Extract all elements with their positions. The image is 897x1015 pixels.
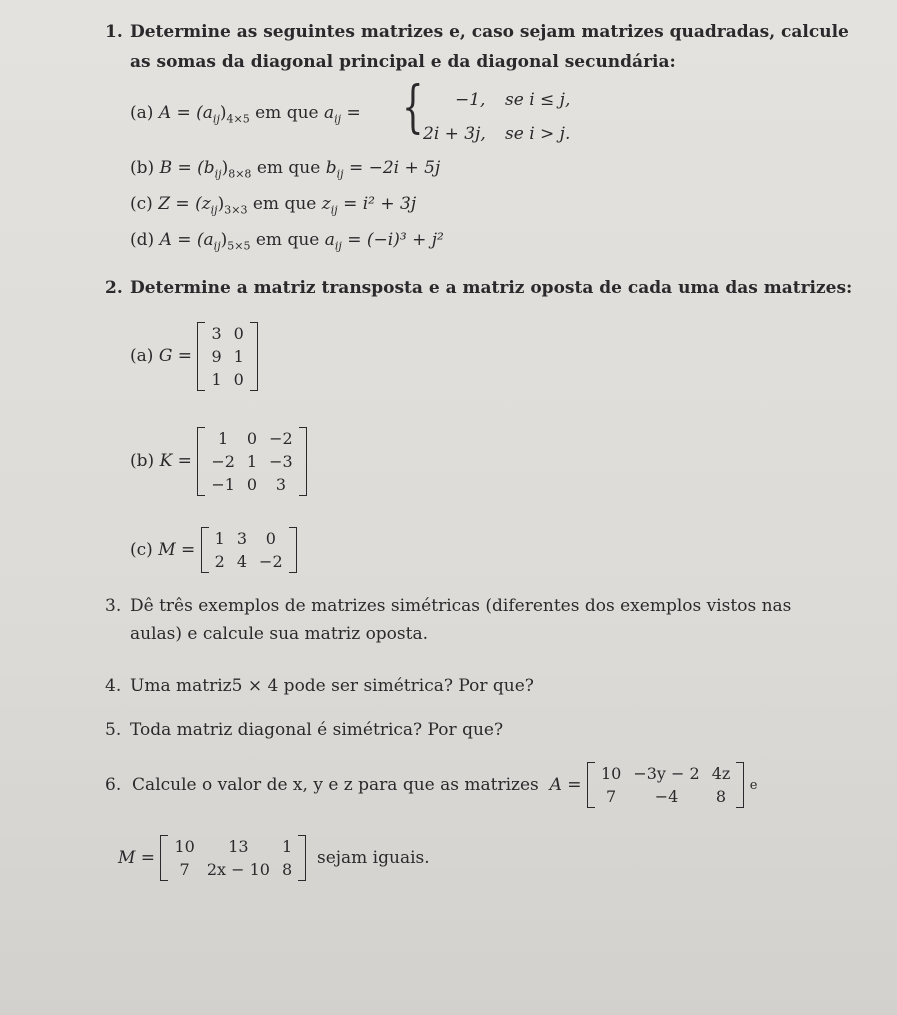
q2a-item xyxy=(130,310,258,402)
matrix-cell: 4z xyxy=(711,764,731,783)
q1a-em: em que xyxy=(255,103,319,123)
q2a-name: G = xyxy=(158,346,193,366)
q1b-dims: 8×8 xyxy=(228,167,252,181)
matrix-cell: −1 xyxy=(211,474,235,494)
q1a-dims: 4×5 xyxy=(226,112,250,126)
matrix-cell: 0 xyxy=(246,474,258,494)
matrix-cell: 1 xyxy=(233,346,244,366)
q1a-label: (a) xyxy=(130,103,154,123)
matrix-cell: 0 xyxy=(246,428,258,448)
matrix-M6 xyxy=(160,835,306,881)
matrix-row xyxy=(168,858,298,881)
matrix-cell: 3 xyxy=(236,529,248,548)
q3-line2: aulas) e calcule sua matriz oposta. xyxy=(130,624,429,644)
q1d-matrix: A = (a xyxy=(159,230,214,250)
q6-number: 6. xyxy=(105,775,122,795)
q3-line1: Dê três exemplos de matrizes simétricas (diferentes dos exemplos vistos nas xyxy=(130,596,792,616)
matrix-cell: 0 xyxy=(233,323,244,343)
q1b-item: (b) $B = (b_{ij})_{8\times 8}$ em que $b_{ij} = -2i + 5j$ xyxy=(130,158,441,181)
matrix-cell: 9 xyxy=(211,346,222,366)
q1-number: 1. xyxy=(105,22,123,42)
q1a-brace: { xyxy=(402,75,424,140)
matrix-cell: 3 xyxy=(211,323,222,343)
q2c-name: M = xyxy=(158,540,196,560)
matrix-cell: 3 xyxy=(275,474,286,494)
matrix-cell: 1 xyxy=(211,369,222,389)
q6-row2 xyxy=(118,826,430,890)
q1b-label: (b) xyxy=(130,158,155,178)
matrix-row xyxy=(205,450,298,473)
q1a-case1-val: −1, xyxy=(455,90,486,110)
q5-text: Toda matriz diagonal é simétrica? Por que? xyxy=(130,720,504,740)
matrix-row xyxy=(205,322,249,345)
q6-text: Calcule o valor de x, y e z para que as matrizes xyxy=(132,775,539,795)
matrix-cell: 7 xyxy=(606,787,617,806)
q1a-matrix: A = (a xyxy=(158,103,213,123)
q1c-dims: 3×3 xyxy=(224,203,248,217)
matrix-cell: −3 xyxy=(269,451,293,471)
q2b-name: K = xyxy=(159,451,192,471)
q1a-case1-cond: se i ≤ j, xyxy=(505,90,571,110)
q1c-expr: = i² + 3j xyxy=(343,194,417,214)
q1d-em: em que xyxy=(255,230,320,250)
matrix-cell: 1 xyxy=(246,451,258,471)
q2c-item xyxy=(130,518,297,582)
q2a-label: (a) xyxy=(130,346,154,366)
matrix-row xyxy=(205,368,249,391)
q4-text: Uma matriz5 × 4 pode ser simétrica? Por que? xyxy=(130,676,534,696)
q1d-dims: 5×5 xyxy=(227,239,251,253)
matrix-cell: −4 xyxy=(654,787,679,806)
q1a-aij: a xyxy=(324,103,335,123)
matrix-cell: 8 xyxy=(715,787,727,806)
q1-text-line1: Determine as seguintes matrizes e, caso sejam matrizes quadradas, calcule xyxy=(130,22,849,42)
matrix-cell: −2 xyxy=(269,428,293,448)
matrix-A6 xyxy=(587,762,744,808)
matrix-row xyxy=(209,527,289,550)
matrix-cell: −2 xyxy=(211,451,235,471)
matrix-row xyxy=(205,473,298,496)
matrix-cell: 10 xyxy=(174,837,195,856)
matrix-cell: 2x − 10 xyxy=(206,860,270,879)
q1a-case2-cond: se i > j. xyxy=(505,124,571,144)
q2-number: 2. xyxy=(105,278,123,298)
q1b-em: em que xyxy=(256,158,321,178)
q1a-case2-val: 2i + 3j, xyxy=(423,124,486,144)
matrix-G xyxy=(197,322,257,391)
q6-M-name: M = xyxy=(118,848,156,868)
matrix-cell: 10 xyxy=(600,764,622,783)
matrix-cell: 1 xyxy=(281,837,293,856)
matrix-cell: 0 xyxy=(233,369,244,389)
q4-number: 4. xyxy=(105,676,122,696)
matrix-cell: 0 xyxy=(265,529,276,548)
q6-end: sejam iguais. xyxy=(316,848,430,868)
matrix-row xyxy=(168,835,298,858)
q1a-item: (a) $A = (a_{ij})_{4\times 5}$ em que $a_{ij}$ = xyxy=(130,103,361,126)
q1c-em: em que xyxy=(252,194,317,214)
q1d-label: (d) xyxy=(130,230,155,250)
q6-A-name: A = xyxy=(549,775,582,795)
matrix-cell: 2 xyxy=(214,552,225,571)
q5-number: 5. xyxy=(105,720,122,740)
q1d-expr: = (−i)³ + j² xyxy=(347,230,444,250)
matrix-row xyxy=(209,550,289,573)
matrix-cell: 1 xyxy=(214,529,225,548)
q1c-matrix: Z = (z xyxy=(158,194,211,214)
matrix-cell: 7 xyxy=(179,860,190,879)
q1b-matrix: B = (b xyxy=(159,158,215,178)
matrix-cell: −3y − 2 xyxy=(633,764,700,783)
q2b-label: (b) xyxy=(130,451,155,471)
matrix-M xyxy=(201,527,297,573)
q1b-expr: = −2i + 5j xyxy=(348,158,441,178)
q6-row1 xyxy=(105,753,757,817)
matrix-cell: 8 xyxy=(281,860,293,879)
matrix-cell: 4 xyxy=(236,552,248,571)
q1d-item: (d) $A = (a_{ij})_{5\times 5}$ em que $a_{ij} = (-i)^3 + j^2$ xyxy=(130,230,444,253)
matrix-row xyxy=(205,345,249,368)
matrix-row xyxy=(595,785,736,808)
q1-text-line2: as somas da diagonal principal e da diagonal secundária: xyxy=(130,52,676,72)
q2-text: Determine a matriz transposta e a matriz oposta de cada uma das matrizes: xyxy=(130,278,853,298)
matrix-K xyxy=(197,427,306,496)
matrix-cell: 13 xyxy=(228,837,249,856)
q2c-label: (c) xyxy=(130,540,153,560)
q3-number: 3. xyxy=(105,596,122,616)
matrix-cell: 1 xyxy=(218,428,229,448)
q2b-item xyxy=(130,413,307,509)
q6-e: e xyxy=(749,777,758,793)
matrix-row xyxy=(205,427,298,450)
q1c-label: (c) xyxy=(130,194,153,214)
q1c-item: (c) $Z = (z_{ij})_{3\times 3}$ em que $z_{ij} = i^2 + 3j$ xyxy=(130,194,417,217)
matrix-cell: −2 xyxy=(259,552,283,571)
matrix-row xyxy=(595,762,736,785)
